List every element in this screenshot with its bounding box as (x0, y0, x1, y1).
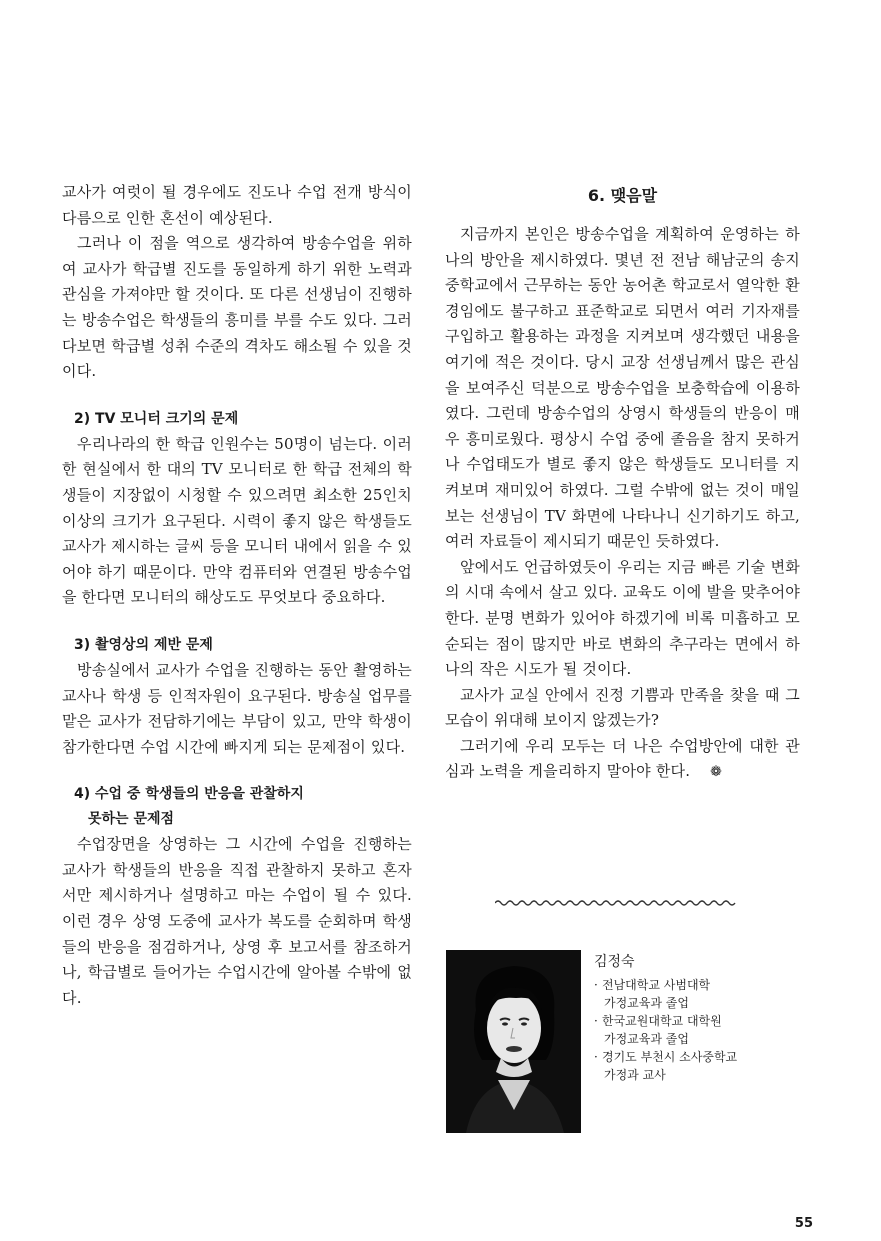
subheading-filming: 3) 촬영상의 제반 문제 (74, 636, 213, 653)
credential-item (594, 976, 804, 1012)
subheading-tv-monitor: 2) TV 모니터 크기의 문제 (74, 410, 239, 427)
page-number: 55 (794, 1216, 813, 1231)
right-column (445, 180, 800, 785)
subheading-observation-line2: 못하는 문제점 (88, 811, 175, 828)
credential-item (594, 1012, 804, 1048)
right-paragraph-1: 지금까지 본인은 방송수업을 계획하여 운영하는 하나의 방안을 제시하였다. 몇년 전 전남 해남군의 송지중학교에서 근무하는 동안 농어촌 학교로서 열악한 환경임에도 불구하고 표준학교로 되면서 여러 기자재를 구입하고 활용하는 과정을 지켜보며 생각했던 내용을 여기에 적은 것이다. 당시 교장 선생님께서 많은 관심을 보여주신 덕분으로 방송수업을 보충학습에 이용하였다. 그런데 방송수업의 상영시 학생들의 반응이 매우 흥미로웠다. 평상시 수업 중에 졸음을 참지 못하거나 수업태도가 별로 좋지 않은 학생들도 모니터를 지켜보며 재미있어 하였다. 그럴 수밖에 없는 것이 매일 보는 선생님이 TV 화면에 나타나니 신기하기도 하고, 여러 자료들이 제시되기 때문인 듯하였다. (445, 225, 800, 551)
credential-line: 가정교육과 졸업 (604, 996, 689, 1010)
author-photo (446, 950, 581, 1133)
credential-line: · 경기도 부천시 소사중학교 (602, 1050, 738, 1064)
subheading-observation (62, 782, 412, 832)
credential-line: 가정교육과 졸업 (604, 1032, 689, 1046)
left-paragraph-4: 방송실에서 교사가 수업을 진행하는 동안 촬영하는 교사나 학생 등 인적자원이 요구된다. 방송실 업무를 맡은 교사가 전담하기에는 부담이 있고, 만약 학생이 참가한다면 수업 시간에 빠지게 되는 문제점이 있다. (62, 660, 412, 756)
right-paragraph-3: 교사가 교실 안에서 진정 기쁨과 만족을 찾을 때 그 모습이 위대해 보이지 않겠는가? (445, 685, 800, 730)
spacer (62, 385, 412, 407)
left-paragraph-3: 우리나라의 한 학급 인원수는 50명이 넘는다. 이러한 현실에서 한 대의 TV 모니터로 한 학급 전체의 학생들이 지장없이 시청할 수 있으려면 최소한 25인치 이상의 크기가 요구된다. 시력이 좋지 않은 학생들도 교사가 제시하는 글씨 등을 모니터 내에서 읽을 수 있어야 하기 때문이다. 만약 컴퓨터와 연결된 방송수업을 한다면 모니터의 해상도도 무엇보다 중요하다. (62, 434, 412, 607)
left-paragraph-2: 그러나 이 점을 역으로 생각하여 방송수업을 위하여 교사가 학급별 진도를 동일하게 하기 위한 노력과 관심을 가져야만 할 것이다. 또 다른 선생님이 진행하는 방송수업은 학생들의 흥미를 부를 수도 있다. 그러다보면 학급별 성취 수준의 격차도 해소될 수 있을 것이다. (62, 234, 412, 381)
subheading-observation-line1: 4) 수업 중 학생들의 반응을 관찰하지 (74, 786, 304, 803)
right-paragraph-4-text: 그러기에 우리 모두는 더 나은 수업방안에 대한 관심과 노력을 게을리하지 말아야 한다. (445, 736, 800, 781)
wavy-divider (495, 895, 740, 911)
author-credentials (594, 976, 804, 1084)
credential-line: · 한국교원대학교 대학원 (602, 1014, 722, 1028)
spacer (62, 760, 412, 782)
credential-line: 가정과 교사 (604, 1068, 666, 1082)
author-name: 김정숙 (594, 954, 635, 970)
left-paragraph-1: 교사가 여럿이 될 경우에도 진도나 수업 전개 방식이 다름으로 인한 혼선이 예상된다. (62, 183, 412, 227)
section-heading-conclusion: 6. 맺음말 (587, 186, 658, 205)
right-paragraph-4 (445, 734, 800, 785)
spacer (62, 611, 412, 633)
credential-item (594, 1048, 804, 1084)
right-paragraph-2: 앞에서도 언급하였듯이 우리는 지금 빠른 기술 변화의 시대 속에서 살고 있다. 교육도 이에 발을 맞추어야 한다. 분명 변화가 있어야 하겠기에 비록 미흡하고 모순되는 점이 많지만 바로 변화의 추구라는 면에서 하나의 작은 시도가 될 것이다. (445, 557, 800, 679)
left-paragraph-5: 수업장면을 상영하는 그 시간에 수업을 진행하는 교사가 학생들의 반응을 직접 관찰하지 못하고 혼자서만 제시하거나 설명하고 마는 수업이 될 수 있다. 이런 경우 상영 도중에 교사가 복도를 순회하며 학생들의 반응을 점검하거나, 상영 후 보고서를 참조하거나, 학급별로 들어가는 수업시간에 알아볼 수밖에 없다. (62, 835, 412, 1007)
author-bio (446, 950, 806, 1150)
end-mark-icon: ❁ (710, 763, 723, 780)
author-bio-text (594, 950, 804, 1084)
credential-line: · 전남대학교 사범대학 (602, 978, 711, 992)
left-column (62, 180, 412, 1011)
